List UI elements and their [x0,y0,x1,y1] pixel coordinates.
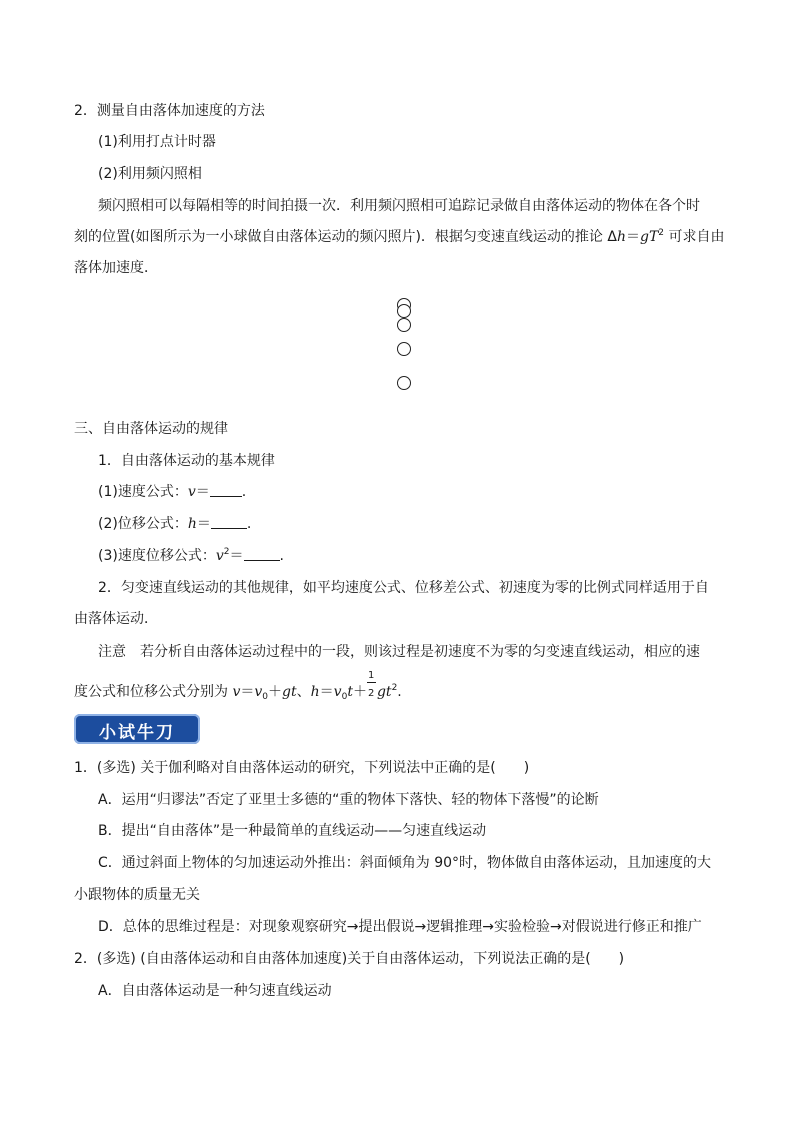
stroboscope-paragraph-line-2: 刻的位置(如图所示为一小球做自由落体运动的频闪照片)．根据匀变速直线运动的推论 $\Delta h=gT^2$ 可求自由 [74,228,725,245]
q2-option-a: A．自由落体运动是一种匀速直线运动 [98,983,332,999]
displacement-formula: (2)位移公式：h＝ . [98,516,252,532]
ball-image [397,376,411,390]
q1-option-c-line-2: 小跟物体的质量无关 [74,887,200,903]
q1-option-c-line-1: C．通过斜面上物体的匀加速运动外推出：斜面倾角为 90°时，物体做自由落体运动，且加速度的大 [98,855,712,871]
ball-image [397,318,411,332]
stroboscope-paragraph-line-3: 落体加速度． [74,260,158,276]
question-2: 2．(多选) (自由落体运动和自由落体加速度)关于自由落体运动，下列说法正确的是( ) [74,951,625,967]
fraction-one-half: $\frac{1}{2}$ [367,670,375,699]
banner-label: 小试牛刀 [99,723,175,743]
answer-blank [244,547,280,561]
note-line-1: 注意 若分析自由落体运动过程中的一段，则该过程是初速度不为零的匀变速直线运动，相应的速 [98,644,700,660]
method-2: (2)利用频闪照相 [98,166,202,182]
practice-banner [74,714,200,744]
other-laws-line-2: 由落体运动． [74,611,158,627]
section-heading-measure-methods: 2．测量自由落体加速度的方法 [74,103,265,119]
q1-option-b: B．提出“自由落体”是一种最简单的直线运动——匀速直线运动 [98,823,487,839]
q1-option-a: A．运用“归谬法”否定了亚里士多德的“重的物体下落快、轻的物体下落慢”的论断 [98,792,599,808]
ball-image [397,342,411,356]
answer-blank [211,515,247,529]
answer-blank [210,483,242,497]
note-line-2: 度公式和位移公式分别为 $v=v_0+gt$、$h=v_0t+$ $\frac{1}{2}$ $gt^2$. [74,670,402,702]
section-heading-laws: 三、自由落体运动的规律 [74,421,228,437]
velocity-formula: (1)速度公式：v＝ . [98,484,247,500]
basic-laws-heading: 1．自由落体运动的基本规律 [98,453,275,469]
q1-option-d: D．总体的思维过程是：对现象观察研究→提出假说→逻辑推理→实验检验→对假说进行修正和推广 [98,919,702,935]
stroboscope-paragraph-line-1: 频闪照相可以每隔相等的时间拍摄一次．利用频闪照相可追踪记录做自由落体运动的物体在各个时 [98,198,700,214]
ball-image [397,304,411,318]
other-laws-line-1: 2．匀变速直线运动的其他规律，如平均速度公式、位移差公式、初速度为零的比例式同样适用于自 [98,580,709,596]
method-1: (1)利用打点计时器 [98,134,216,150]
question-1: 1．(多选) 关于伽利略对自由落体运动的研究，下列说法中正确的是( ) [74,760,530,776]
velocity-displacement-formula: (3)速度位移公式：$v^2=$ . [98,547,284,564]
